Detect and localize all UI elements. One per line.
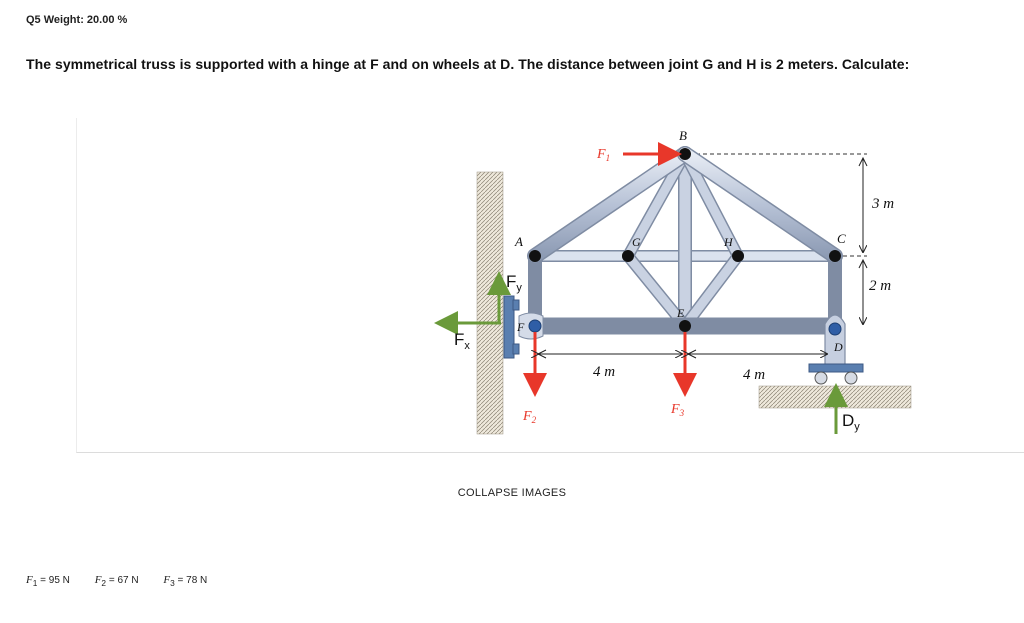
question-prompt: The symmetrical truss is supported with a hinge at F and on wheels at D. The distance between joint G and H is 2 meters. Calculate: [26,56,910,72]
joint-g [622,250,634,262]
label-right-span: 4 m [743,367,766,383]
joint-f [529,320,541,332]
joint-e [679,320,691,332]
given-f1: $F_1 = 95$ N [26,574,70,588]
label-left-span: 4 m [593,364,616,380]
truss-members [535,154,835,326]
label-joint-h: H [724,235,733,249]
label-joint-a: A [515,234,523,249]
label-fy: $F_y$ [506,272,522,294]
label-f1: $F_1$ [597,147,611,163]
collapse-images-button[interactable]: COLLAPSE IMAGES [457,487,567,499]
given-f3: $F_3 = 78$ N [163,574,208,588]
label-joint-b: B [679,128,687,143]
label-f3: $F_3$ [671,402,685,418]
label-dy: $D_y$ [842,411,860,433]
label-lower-height: 2 m [869,278,892,294]
joint-c [829,250,841,262]
label-joint-e: E [677,306,685,320]
label-top-height: 3 m [872,196,895,212]
joint-d [829,323,841,335]
label-joint-g: G [632,235,641,249]
given-f2: $F_2 = 67$ N [94,574,139,588]
joint-b [679,148,691,160]
label-f2: $F_2$ [523,409,537,425]
joint-a [529,250,541,262]
given-values [26,574,229,588]
label-joint-c: C [837,231,846,246]
label-joint-f: F [517,320,525,334]
label-joint-d: D [834,340,843,354]
truss-figure [76,118,1024,453]
truss-diagram [77,118,1024,452]
question-weight: Q5 Weight: 20.00 % [26,14,128,26]
joint-h [732,250,744,262]
label-fx: $F_x$ [454,330,470,352]
